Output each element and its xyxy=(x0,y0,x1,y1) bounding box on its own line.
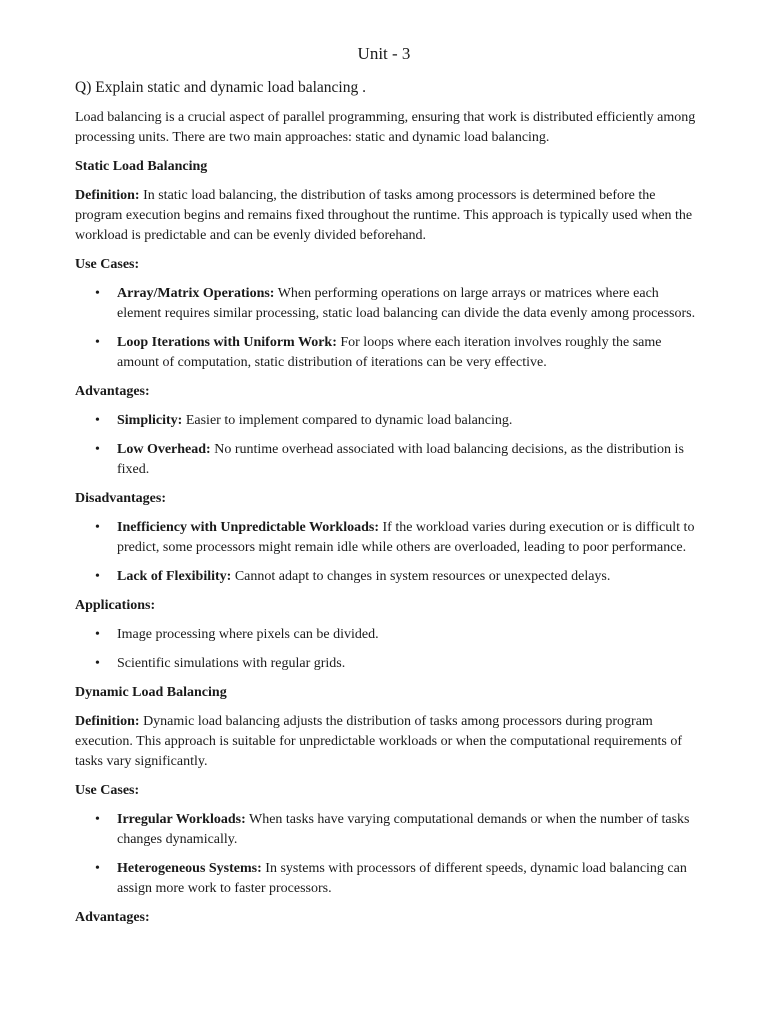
dynamic-heading: Dynamic Load Balancing xyxy=(75,685,227,700)
dynamic-advantages-label: Advantages: xyxy=(75,910,150,925)
list-item xyxy=(95,625,700,645)
list-item-text: Cannot adapt to changes in system resources or unexpected delays. xyxy=(231,569,611,584)
list-item-term: Lack of Flexibility: xyxy=(117,569,232,584)
bullet-icon: • xyxy=(95,286,100,301)
bullet-icon: • xyxy=(95,520,100,535)
intro-paragraph: Load balancing is a crucial aspect of parallel programming, ensuring that work is distributed efficiently among processing units. There are two main approaches: static and dynamic load balancing. xyxy=(75,110,696,145)
bullet-icon: • xyxy=(95,812,100,827)
dynamic-use-cases-list xyxy=(75,810,700,899)
dynamic-use-cases-label: Use Cases: xyxy=(75,783,140,798)
dynamic-definition-text: Dynamic load balancing adjusts the distribution of tasks among processors during program execution. This approach is suitable for unpredictable workloads or when the computational requirements of tasks vary significantly. xyxy=(75,714,683,769)
unit-title: Unit - 3 xyxy=(357,44,411,63)
list-item-term: Array/Matrix Operations: xyxy=(117,286,275,301)
list-item-text: Image processing where pixels can be divided. xyxy=(117,627,379,642)
list-item-text: No runtime overhead associated with load balancing decisions, as the distribution is fixed. xyxy=(117,442,684,477)
list-item-text: When performing operations on large arrays or matrices where each element requires similar processing, static load balancing can divide the data evenly among processors. xyxy=(117,286,696,321)
static-definition-label: Definition: xyxy=(75,188,140,203)
question-heading: Q) Explain static and dynamic load balancing . xyxy=(75,79,366,96)
list-item xyxy=(95,518,700,558)
bullet-icon: • xyxy=(95,442,100,457)
list-item xyxy=(95,654,700,674)
static-heading: Static Load Balancing xyxy=(75,159,208,174)
list-item xyxy=(95,859,700,899)
list-item-text: In systems with processors of different speeds, dynamic load balancing can assign more work to faster processors. xyxy=(117,861,687,896)
bullet-icon: • xyxy=(95,656,100,671)
bullet-icon: • xyxy=(95,413,100,428)
list-item-term: Heterogeneous Systems: xyxy=(117,861,262,876)
bullet-icon: • xyxy=(95,627,100,642)
bullet-icon: • xyxy=(95,861,100,876)
list-item xyxy=(95,810,700,850)
bullet-icon: • xyxy=(95,569,100,584)
list-item-term: Simplicity: xyxy=(117,413,183,428)
list-item-text: Easier to implement compared to dynamic load balancing. xyxy=(182,413,513,428)
static-advantages-label: Advantages: xyxy=(75,384,150,399)
static-disadvantages-list xyxy=(75,518,700,587)
static-applications-label: Applications: xyxy=(75,598,156,613)
static-applications-list xyxy=(75,625,700,674)
list-item xyxy=(95,284,700,324)
list-item xyxy=(95,440,700,480)
list-item-term: Loop Iterations with Uniform Work: xyxy=(117,335,337,350)
list-item xyxy=(95,567,700,587)
list-item-term: Inefficiency with Unpredictable Workloads: xyxy=(117,520,379,535)
static-advantages-list xyxy=(75,411,700,480)
list-item-term: Irregular Workloads: xyxy=(117,812,246,827)
list-item-term: Low Overhead: xyxy=(117,442,211,457)
list-item xyxy=(95,411,700,431)
list-item xyxy=(95,333,700,373)
dynamic-definition-label: Definition: xyxy=(75,714,140,729)
dynamic-definition xyxy=(75,712,700,772)
list-item-text: Scientific simulations with regular grids. xyxy=(117,656,346,671)
static-use-cases-list xyxy=(75,284,700,373)
static-definition xyxy=(75,186,700,246)
list-item-text: If the workload varies during execution or is difficult to predict, some processors might remain idle while others are overloaded, leading to poor performance. xyxy=(117,520,695,555)
list-item-text: For loops where each iteration involves roughly the same amount of computation, static distribution of iterations can be very effective. xyxy=(117,335,662,370)
list-item-text: When tasks have varying computational demands or when the number of tasks changes dynamically. xyxy=(117,812,690,847)
static-use-cases-label: Use Cases: xyxy=(75,257,140,272)
static-disadvantages-label: Disadvantages: xyxy=(75,491,167,506)
static-definition-text: In static load balancing, the distribution of tasks among processors is determined before the program execution begins and remains fixed throughout the runtime. This approach is typically used when the workload is predictable and can be evenly divided beforehand. xyxy=(75,188,693,243)
bullet-icon: • xyxy=(95,335,100,350)
document-body xyxy=(75,108,700,937)
